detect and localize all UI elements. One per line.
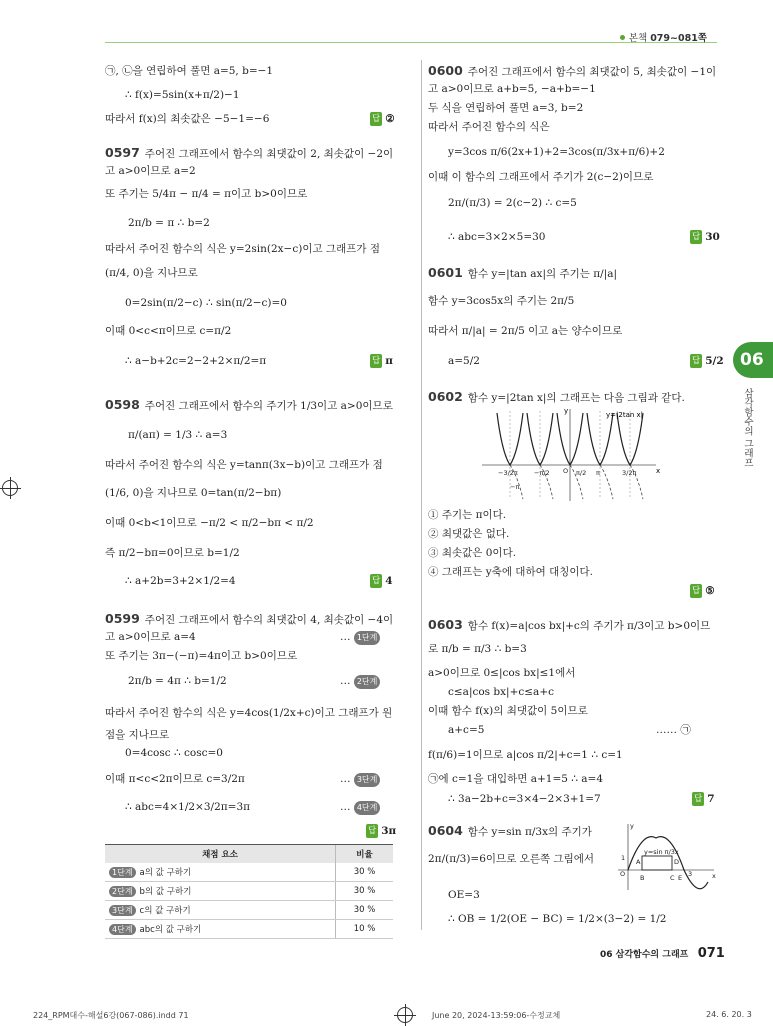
text-line: f(π/6)=1이므로 a|cos π/2|+c=1 ∴ c=1 <box>428 749 623 761</box>
file-info: 224_RPM대수-해설6강(067-086).indd 71 <box>33 1011 189 1020</box>
table-row: 1단계 a의 값 구하기 30 % <box>105 863 393 882</box>
text-line: ∴ a−b+2c=2−2+2×π/2=π <box>125 355 267 367</box>
text-line: 따라서 주어진 함수의 식은 y=4cos(1/2x+c)이고 그래프가 원 <box>105 707 393 719</box>
svg-text:D: D <box>674 858 680 866</box>
text-line: a>0이므로 0≤|cos bx|≤1에서 <box>428 667 576 679</box>
column-divider <box>421 60 422 930</box>
text-line: π/(aπ) = 1/3 ∴ a=3 <box>128 429 228 441</box>
tick-label: −π/2 <box>534 469 550 477</box>
page-number: 071 <box>697 946 725 961</box>
answer-badge: 답 ⑤ <box>692 585 715 597</box>
text-line: 2π/b = π ∴ b=2 <box>128 217 210 229</box>
tick-label: π/2 <box>576 469 587 477</box>
text-line: a+c=5 <box>448 724 485 736</box>
header-dot-icon <box>620 35 625 40</box>
text-line: ∴ 3a−2b+c=3×4−2×3+1=7 <box>448 793 601 805</box>
text-line: 따라서 주어진 함수의 식은 y=tanπ(3x−b)이고 그래프가 점 <box>105 459 383 471</box>
text-line: 이때 함수 f(x)의 최댓값이 5이므로 <box>428 705 588 717</box>
header-pages: 079~081쪽 <box>650 33 707 44</box>
text-line: 함수 y=3cos5x의 주기는 2π/5 <box>428 295 575 307</box>
text-line: 또 주기는 3π−(−π)=4π이고 b>0이므로 <box>105 650 298 662</box>
text-line: ㉠에 c=1을 대입하면 a+1=5 ∴ a=4 <box>428 773 604 785</box>
tick-label: −π <box>510 483 520 491</box>
svg-text:3: 3 <box>688 870 693 878</box>
answer-badge: 답 7 <box>694 793 715 805</box>
svg-text:y: y <box>630 822 634 830</box>
svg-text:x: x <box>712 872 716 880</box>
text-line: ∴ abc=4×1/2×3/2π=3π <box>125 801 251 813</box>
svg-text:x: x <box>656 467 661 475</box>
table-row: 4단계 abc의 값 구하기 10 % <box>105 920 393 939</box>
text-line: ∴ abc=3×2×5=30 <box>448 231 546 243</box>
text-line: ∴ a+2b=3+2×1/2=4 <box>125 575 236 587</box>
problem-0598: 0598 주어진 그래프에서 함수의 주기가 1/3이고 a>0이므로 <box>105 397 393 412</box>
chapter-title: 삼각함수의 그래프 <box>742 388 753 468</box>
tick-label: O <box>563 467 569 475</box>
text-line: 따라서 주어진 함수의 식은 y=2sin(2x−c)이고 그래프가 점 <box>105 243 380 255</box>
text-line: 따라서 π/|a| = 2π/5 이고 a는 양수이므로 <box>428 325 623 337</box>
table-row: 3단계 c의 값 구하기 30 % <box>105 901 393 920</box>
scoring-table <box>105 844 393 939</box>
text-line: ㉠, ㉡을 연립하여 풀면 a=5, b=−1 <box>105 65 274 77</box>
svg-text:E: E <box>678 874 683 882</box>
text-line: 점을 지나므로 <box>105 729 170 741</box>
answer-badge: 답 30 <box>692 231 720 243</box>
answer-badge: 답 3π <box>368 825 397 837</box>
step-label: … 1단계 <box>340 630 380 645</box>
page-header <box>620 30 707 44</box>
table-row: 2단계 b의 값 구하기 30 % <box>105 882 393 901</box>
svg-text:y=sin π/3x: y=sin π/3x <box>644 848 679 856</box>
text-line: 이때 0<b<1이므로 −π/2 < π/2−bπ < π/2 <box>105 517 314 529</box>
text-line: 이때 π<c<2π이므로 c=3/2π <box>105 773 245 785</box>
tick-label: −3/2π <box>498 469 518 477</box>
tick-label: π <box>596 469 600 477</box>
text-line: ∴ f(x)=5sin(x+π/2)−1 <box>125 89 240 101</box>
rectangle-abcd <box>642 856 672 870</box>
tick-label: 3/2π <box>622 469 637 477</box>
text-line: ③ 최솟값은 0이다. <box>428 547 517 559</box>
answer-badge: 답 4 <box>372 575 393 587</box>
table-header-item: 채점 요소 <box>105 845 336 864</box>
text-line: 로 π/b = π/3 ∴ b=3 <box>428 643 527 655</box>
print-date: 24. 6. 20. 3 <box>706 1010 752 1019</box>
text-line: 2π/(π/3)=6이므로 오른쪽 그림에서 <box>428 853 595 865</box>
timestamp: June 20, 2024-13:59:06-수정교체 <box>432 1011 561 1020</box>
svg-text:C: C <box>670 874 675 882</box>
sine-graph <box>608 820 718 892</box>
text-line: 2π/b = 4π ∴ b=1/2 <box>128 675 227 687</box>
text-line: (1/6, 0)을 지나므로 0=tan(π/2−bπ) <box>105 487 282 499</box>
answer-badge: 답 5/2 <box>692 355 724 367</box>
tan-abs-graph <box>480 405 660 503</box>
problem-0599: 0599 주어진 그래프에서 함수의 최댓값이 4, 최솟값이 −4이 <box>105 611 394 626</box>
problem-0601: 0601 함수 y=|tan ax|의 주기는 π/|a| <box>428 265 618 280</box>
problem-0602: 0602 함수 y=|2tan x|의 그래프는 다음 그림과 같다. <box>428 389 685 404</box>
text-line: 따라서 f(x)의 최솟값은 −5−1=−6 <box>105 113 270 125</box>
text-line: a=5/2 <box>448 355 480 367</box>
problem-0597: 0597 주어진 그래프에서 함수의 최댓값이 2, 최솟값이 −2이 <box>105 145 394 160</box>
registration-mark-icon <box>2 480 18 496</box>
step-label: … 2단계 <box>340 674 380 689</box>
header-label: 본책 <box>628 33 648 44</box>
svg-text:y: y <box>564 407 569 415</box>
table-header-ratio: 비율 <box>336 845 394 864</box>
svg-text:A: A <box>636 858 641 866</box>
answer-badge: 답 π <box>372 355 393 367</box>
text-line: 0=4cosc ∴ cosc=0 <box>125 747 223 759</box>
text-line: 고 a>0이므로 a=4 <box>105 631 196 643</box>
text-line: 또 주기는 5/4π − π/4 = π이고 b>0이므로 <box>105 188 308 200</box>
text-line: (π/4, 0)을 지나므로 <box>105 267 198 279</box>
text-line: 이때 이 함수의 그래프에서 주기가 2(c−2)이므로 <box>428 171 654 183</box>
svg-text:O: O <box>620 870 626 878</box>
text-line: 이때 0<c<π이므로 c=π/2 <box>105 325 232 337</box>
text-line: ④ 그래프는 y축에 대하여 대칭이다. <box>428 566 593 578</box>
text-line: ① 주기는 π이다. <box>428 509 507 521</box>
svg-text:B: B <box>640 874 645 882</box>
text-line: c≤a|cos bx|+c≤a+c <box>448 686 554 698</box>
text-line: 고 a>0이므로 a+b=5, −a+b=−1 <box>428 83 596 95</box>
text-line: 고 a>0이므로 a=2 <box>105 165 196 177</box>
graph-label: y=|2tan x| <box>606 411 644 419</box>
problem-0600: 0600 주어진 그래프에서 함수의 최댓값이 5, 최솟값이 −1이 <box>428 63 717 78</box>
chapter-tab: 06 <box>733 342 773 378</box>
problem-0604: 0604 함수 y=sin π/3x의 주기가 <box>428 823 592 838</box>
step-label: … 3단계 <box>340 772 380 787</box>
marker: …… ㉠ <box>656 724 691 736</box>
step-label: … 4단계 <box>340 800 380 815</box>
text-line: 즉 π/2−bπ=0이므로 b=1/2 <box>105 547 240 559</box>
registration-mark-icon <box>397 1007 413 1023</box>
problem-0603: 0603 함수 f(x)=a|cos bx|+c의 주기가 π/3이고 b>0이므 <box>428 617 711 632</box>
text-line: 2π/(π/3) = 2(c−2) ∴ c=5 <box>448 197 577 209</box>
text-line: y=3cos π/6(2x+1)+2=3cos(π/3x+π/6)+2 <box>448 146 665 158</box>
svg-text:1: 1 <box>621 854 626 862</box>
text-line: 0=2sin(π/2−c) ∴ sin(π/2−c)=0 <box>125 297 287 309</box>
text-line: 두 식을 연립하여 풀면 a=3, b=2 <box>428 102 584 114</box>
text-line: OE=3 <box>448 889 480 901</box>
text-line: ∴ OB = 1/2(OE − BC) = 1/2×(3−2) = 1/2 <box>448 913 667 925</box>
page-footer: 06 삼각함수의 그래프 071 <box>600 946 725 961</box>
answer-badge: 답 ② <box>372 113 395 125</box>
text-line: 따라서 주어진 함수의 식은 <box>428 121 550 133</box>
text-line: ② 최댓값은 없다. <box>428 528 510 540</box>
